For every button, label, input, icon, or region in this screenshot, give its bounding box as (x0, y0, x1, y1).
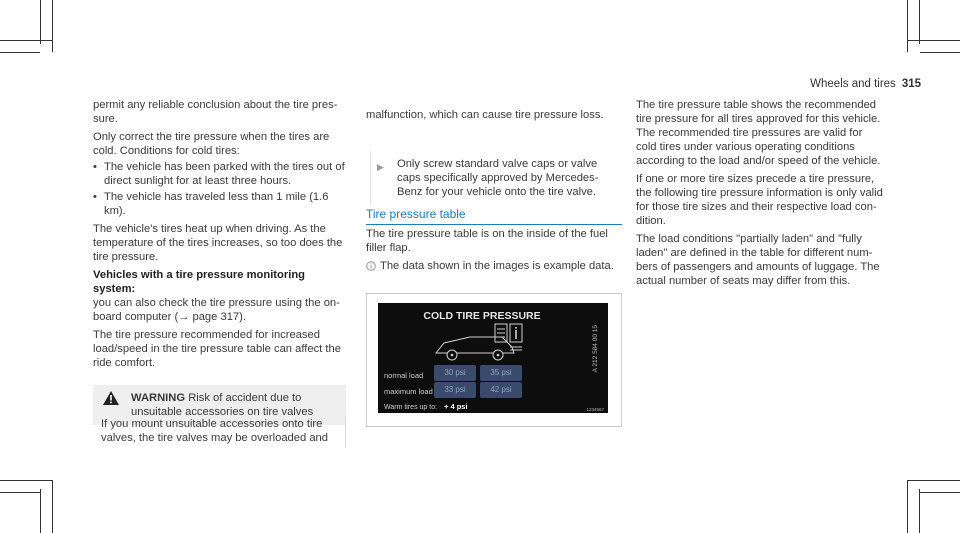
warning-title: WARNING (131, 392, 186, 404)
bullet-icon: • (93, 191, 97, 203)
section-title: Tire pressure table (366, 207, 622, 225)
paragraph: The vehicle's tires heat up when driving. As the temperature of the tires increases, so too does the tire pressure. (93, 223, 343, 263)
crop-mark (907, 40, 960, 41)
section-name: Wheels and tires (810, 78, 896, 90)
warning-text: Risk of accident due to unsuitable accessories on tire valves (131, 392, 314, 418)
tire-pressure-label-image (378, 303, 608, 413)
crop-mark (0, 52, 40, 53)
paragraph: Vehicles with a tire pressure monitoring system: you can also check the tire pressure using the on-board computer (→ page 317). (93, 269, 340, 323)
figure-title: COLD TIRE PRESSURE (423, 310, 541, 322)
row-label: maximum load (384, 387, 433, 396)
bold-lead: Vehicles with a tire pressure monitoring system: (93, 269, 305, 295)
warm-value: + 4 psi (444, 402, 468, 411)
crop-mark (52, 0, 53, 52)
paragraph: Only correct the tire pressure when the tires are cold. Conditions for cold tires: (93, 131, 330, 157)
crop-mark (920, 52, 960, 53)
pressure-cell: 30 psi (434, 365, 476, 381)
paragraph: The tire pressure recommended for increased load/speed in the tire pressure table can affect the ride comfort. (93, 329, 341, 369)
info-icon (366, 261, 376, 271)
crop-mark (40, 489, 41, 533)
crop-mark (919, 0, 920, 44)
note-text: Only screw standard valve caps or valve caps specifically approved by Mercedes-Benz for your vehicle onto the tire valve. (397, 158, 599, 198)
info-note: The data shown in the images is example data. (366, 259, 622, 273)
pressure-cell: 42 psi (480, 382, 522, 398)
paragraph: The tire pressure table shows the recommended tire pressure for all tires approved for this vehicle. The recommended tire pressures are valid for cold tires under various operating conditions according to the load and/or speed of the vehicle. (636, 99, 881, 167)
crop-mark (0, 480, 52, 481)
middle-column (366, 108, 622, 126)
pressure-cell: 33 psi (434, 382, 476, 398)
warning-triangle-icon (103, 391, 119, 405)
left-column (93, 98, 346, 374)
pressure-cell: 35 psi (480, 365, 522, 381)
note-box (370, 151, 623, 205)
warm-label: Warm tires up to: (384, 404, 438, 411)
crop-mark (907, 480, 908, 533)
bullet-icon: • (93, 161, 97, 173)
tire-icon (494, 322, 524, 356)
paragraph: The load conditions "partially laden" and "fully laden" are defined in the table for different numbers of passengers and amounts of luggage. The actual number of seats may differ from this. (636, 233, 880, 287)
paragraph: If one or more tire sizes precede a tire pressure, the following tire pressure information is only valid for those tire sizes and their respective load condition. (636, 173, 883, 227)
crop-mark (0, 492, 40, 493)
part-number: A 212 584 00 15 (592, 325, 599, 373)
crop-mark (907, 480, 960, 481)
arrow-right-icon: ▶ (377, 162, 384, 172)
crop-mark (40, 0, 41, 44)
paragraph: malfunction, which can cause tire pressure loss. (366, 109, 604, 121)
paragraph: The tire pressure table is on the inside of the fuel filler flap. (366, 228, 608, 254)
warning-body: If you mount unsuitable accessories onto tire valves, the tire valves may be overloaded and (93, 414, 346, 448)
crop-mark (0, 40, 52, 41)
paragraph: permit any reliable conclusion about the tire pressure. (93, 99, 338, 125)
crop-mark (52, 480, 53, 533)
crop-mark (907, 0, 908, 52)
page-number: 315 (901, 78, 921, 90)
list-item: • The vehicle has traveled less than 1 mile (1.6 km). (93, 191, 329, 217)
right-column (636, 98, 884, 292)
row-label: normal load (384, 371, 424, 380)
page-header (810, 77, 921, 91)
middle-text (366, 227, 622, 273)
image-code: 1234567 (586, 407, 604, 412)
list-item: • The vehicle has been parked with the tires out of direct sunlight for at least three hours. (93, 161, 345, 187)
crop-mark (919, 489, 920, 533)
crop-mark (920, 492, 960, 493)
